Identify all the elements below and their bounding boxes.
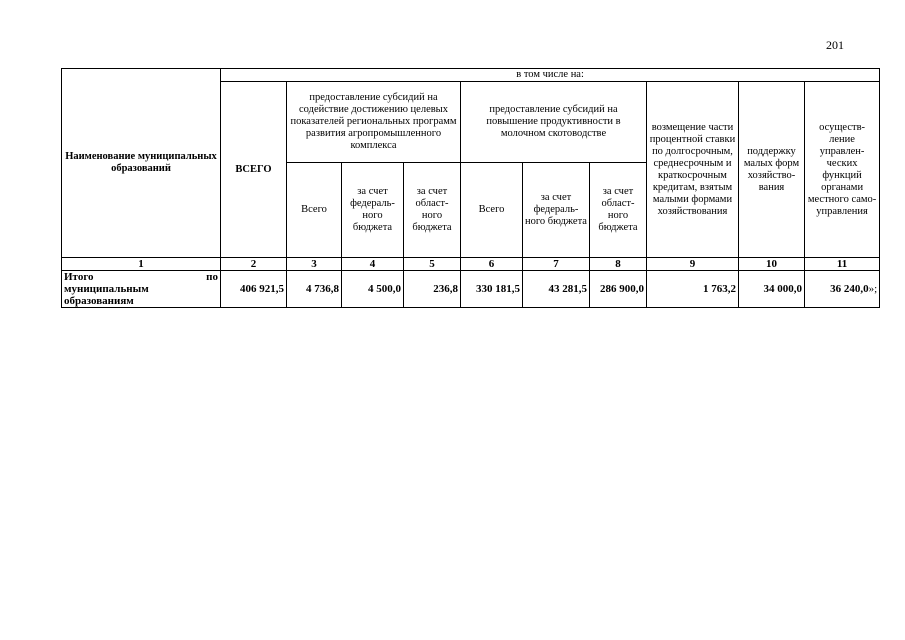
total-value: 330 181,5 (461, 271, 523, 308)
header-agro-total: Всего (287, 163, 342, 258)
total-value: 236,8 (404, 271, 461, 308)
header-agro-regional: за счет област-ного бюджета (404, 163, 461, 258)
page-number: 201 (826, 38, 844, 52)
header-interest-column: возмещение части процентной ставки по долгосрочным, среднесрочным и краткосрочным кредитам, взятым малыми формами хозяйствования (647, 82, 739, 258)
column-number: 6 (461, 258, 523, 271)
column-number: 2 (221, 258, 287, 271)
header-group-agro: предоставление субсидий на содействие достижению целевых показателей региональных программ развития агропромышленного комплекса (287, 82, 461, 163)
column-number: 5 (404, 258, 461, 271)
header-dairy-federal: за счет федераль-ного бюджета (523, 163, 590, 258)
column-number: 1 (62, 258, 221, 271)
total-value: 4 500,0 (342, 271, 404, 308)
total-value: 4 736,8 (287, 271, 342, 308)
total-label-word: Итого (64, 271, 94, 283)
header-small-forms-column: поддержку малых форм хозяйство-вания (739, 82, 805, 258)
total-value: 406 921,5 (221, 271, 287, 308)
header-name-column: Наименование муниципальных образований (62, 69, 221, 258)
subsidy-table (61, 68, 880, 308)
column-number-row (62, 258, 880, 271)
header-total-column: ВСЕГО (221, 82, 287, 258)
column-number: 9 (647, 258, 739, 271)
header-in-that-number: в том числе на: (221, 69, 880, 82)
total-row (62, 271, 880, 308)
header-dairy-total: Всего (461, 163, 523, 258)
column-number: 3 (287, 258, 342, 271)
header-dairy-regional: за счет област-ного бюджета (590, 163, 647, 258)
total-value: 1 763,2 (647, 271, 739, 308)
column-number: 7 (523, 258, 590, 271)
total-label-line: муниципальным (64, 283, 149, 295)
column-number: 10 (739, 258, 805, 271)
header-municipal-column: осуществ-ление управлен-ческих функций органами местного само-управления (805, 82, 880, 258)
closing-quote-suffix: »; (868, 283, 878, 295)
total-value: 286 900,0 (590, 271, 647, 308)
column-number: 4 (342, 258, 404, 271)
total-row-label (62, 271, 221, 308)
header-group-dairy: предоставление субсидий на повышение продуктивности в молочном скотоводстве (461, 82, 647, 163)
total-value: 43 281,5 (523, 271, 590, 308)
total-value-last (805, 271, 880, 308)
total-label-word: по (206, 271, 218, 283)
column-number: 11 (805, 258, 880, 271)
total-value: 34 000,0 (739, 271, 805, 308)
total-label-line: образованиям (64, 295, 134, 307)
header-agro-federal: за счет федераль-ного бюджета (342, 163, 404, 258)
column-number: 8 (590, 258, 647, 271)
total-value: 36 240,0 (830, 283, 869, 295)
